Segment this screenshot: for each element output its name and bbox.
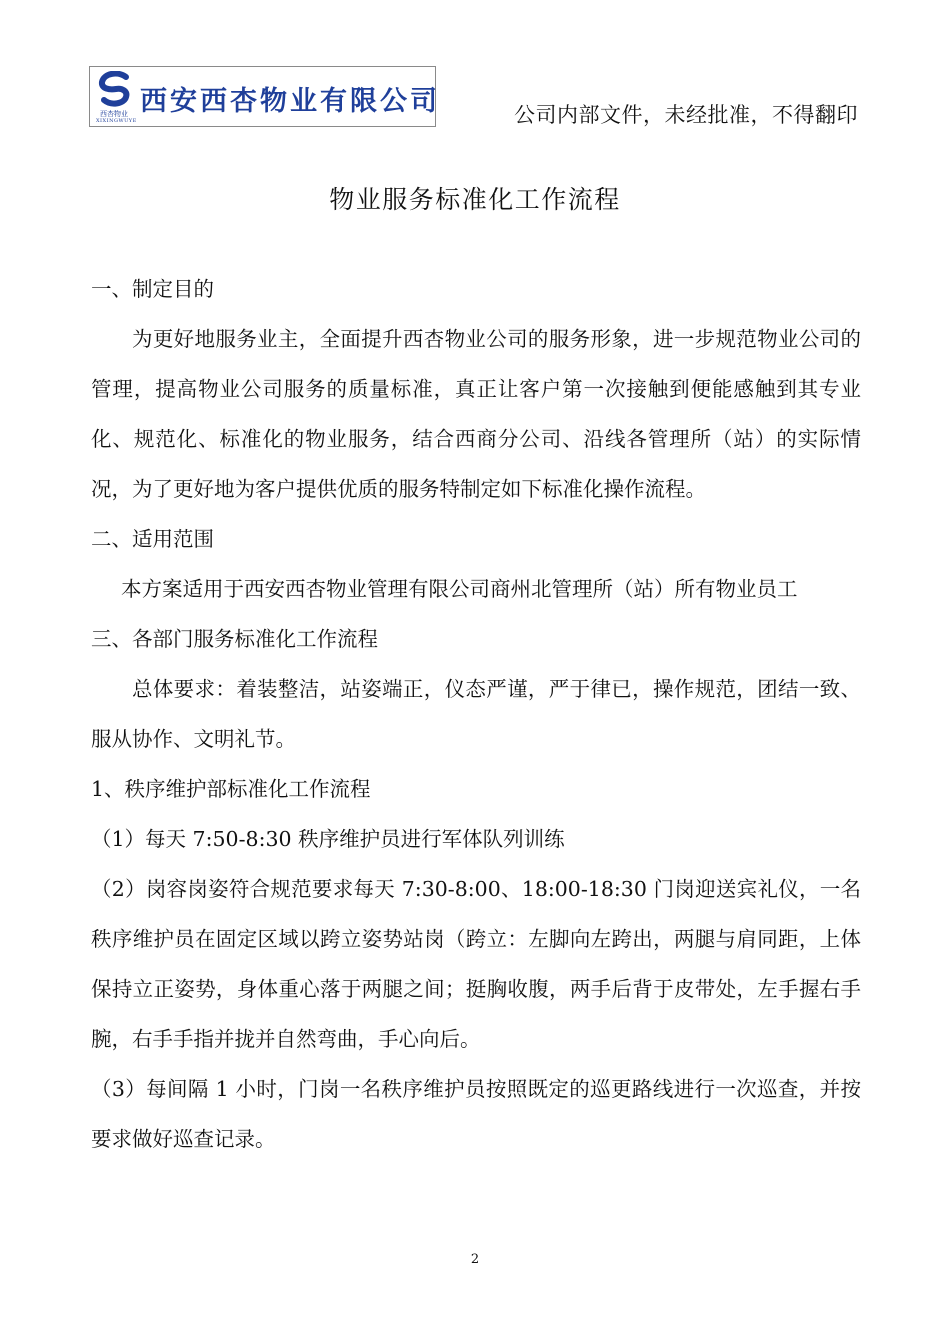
subsection-heading-order-maintenance: 1、秩序维护部标准化工作流程 [91,777,371,801]
section-heading-scope: 二、适用范围 [91,527,214,551]
section-heading-workflow: 三、各部门服务标准化工作流程 [91,627,378,651]
logo-tiny-text: XIXINGWUYE [96,118,137,124]
paragraph-scope: 本方案适用于西安西杏物业管理有限公司商州北管理所（站）所有物业员工 [121,577,798,601]
document-title: 物业服务标准化工作流程 [329,185,621,214]
paragraph-purpose: 为更好地服务业主，全面提升西杏物业公司的服务形象，进一步规范物业公司的管理，提高物业公司服务的质量标准，真正让客户第一次接触到便能感触到其专业化、规范化、标准化的物业服务，结合西商分公司、沿线各管理所（站）的实际情况，为了更好地为客户提供优质的服务特制定如下标准化操作流程。 [91,327,861,501]
list-item-posture: （2）岗容岗姿符合规范要求每天 7:30-8:00、18:00-18:30 门岗迎送宾礼仪，一名秩序维护员在固定区域以跨立姿势站岗（跨立：左脚向左跨出，两腿与肩同距，上体保持立正姿势，身体重心落于两腿之间；挺胸收腹，两手后背于皮带处，左手握右手腕，右手手指并拢并自然弯曲，手心向后。 [91,877,861,1051]
list-item-patrol: （3）每间隔 1 小时，门岗一名秩序维护员按照既定的巡更路线进行一次巡查，并按要求做好巡查记录。 [91,1077,861,1151]
company-name: 西安西杏物业有限公司 [140,86,440,117]
paragraph-general-requirements: 总体要求：着装整洁，站姿端正，仪态严谨，严于律已，操作规范，团结一致、服从协作、文明礼节。 [91,677,861,751]
page-number: 2 [470,1252,480,1267]
document-body [91,264,861,1164]
company-logo-icon [96,71,136,107]
list-item-training: （1）每天 7:50-8:30 秩序维护员进行军体队列训练 [91,827,565,851]
confidentiality-note: 公司内部文件，未经批准，不得翻印 [514,103,858,127]
section-heading-purpose: 一、制定目的 [91,277,214,301]
logo-small-text: 西杏物业 [100,110,128,118]
company-logo [89,66,440,127]
